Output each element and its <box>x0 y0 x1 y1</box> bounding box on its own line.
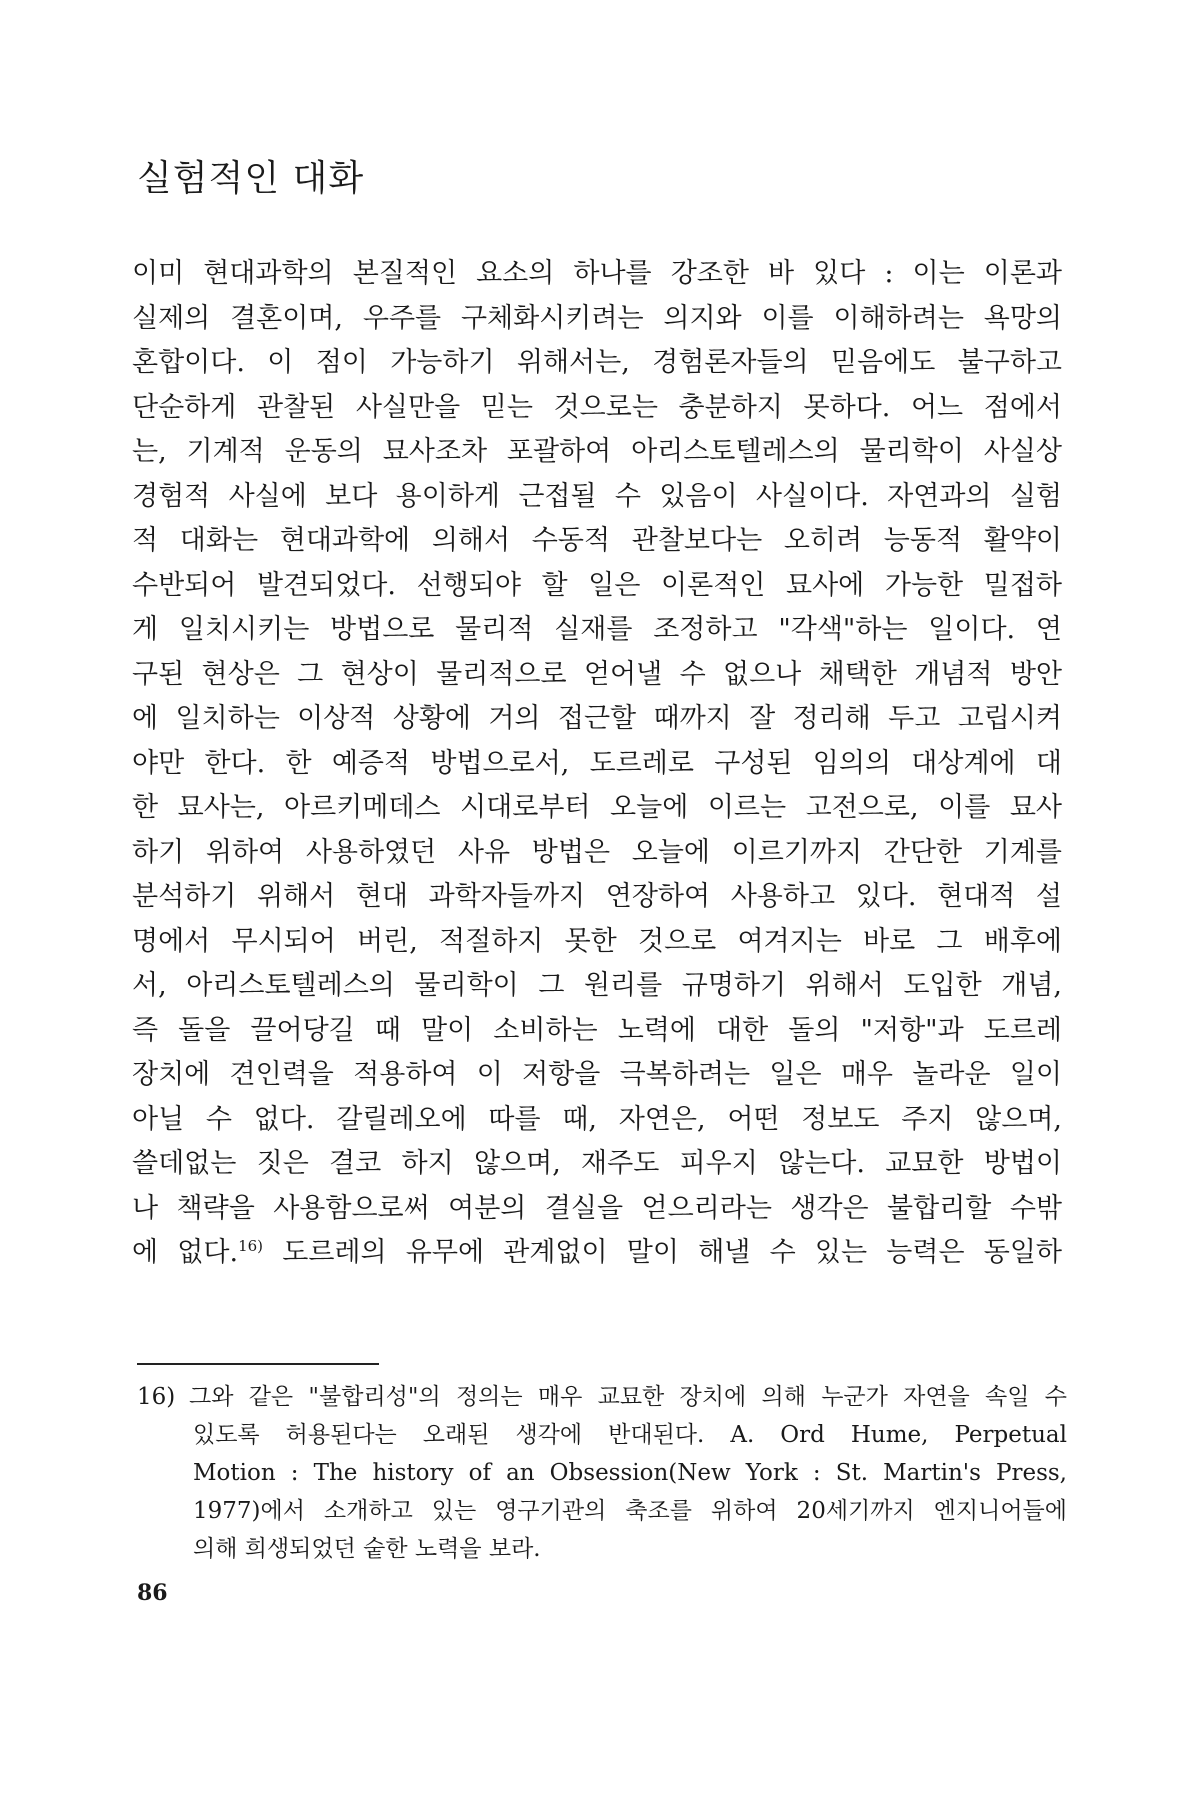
body-line: 에 일치하는 이상적 상황에 거의 접근할 때까지 잘 정리해 두고 고립시켜 <box>132 703 1062 734</box>
footnote-line: 1977)에서 소개하고 있는 영구기관의 축조를 위하여 20세기까지 엔지니어들에 <box>193 1498 1067 1524</box>
body-line: 는, 기계적 운동의 묘사조차 포괄하여 아리스토텔레스의 물리학이 사실상 <box>132 436 1062 467</box>
footnote-line <box>137 1378 1067 1416</box>
body-line: 한 묘사는, 아르키메데스 시대로부터 오늘에 이르는 고전으로, 이를 묘사 <box>132 792 1062 823</box>
body-line: 이미 현대과학의 본질적인 요소의 하나를 강조한 바 있다 : 이는 이론과 <box>132 258 1062 289</box>
body-line: 혼합이다. 이 점이 가능하기 위해서는, 경험론자들의 믿음에도 불구하고 <box>132 347 1062 378</box>
body-paragraph <box>132 252 1062 1276</box>
body-text-segment: 도르레의 유무에 관계없이 말이 해낼 수 있는 능력은 동일하 <box>263 1237 1062 1268</box>
body-line: 분석하기 위해서 현대 과학자들까지 연장하여 사용하고 있다. 현대적 설 <box>132 881 1062 912</box>
footnote-divider <box>137 1363 379 1365</box>
body-line: 나 책략을 사용함으로써 여분의 결실을 얻으리라는 생각은 불합리할 수밖 <box>132 1192 1062 1224</box>
body-line: 경험적 사실에 보다 용이하게 근접될 수 있음이 사실이다. 자연과의 실험 <box>132 480 1062 512</box>
body-line: 적 대화는 현대과학에 의해서 수동적 관찰보다는 오히려 능동적 활약이 <box>132 525 1062 556</box>
body-line: 서, 아리스토텔레스의 물리학이 그 원리를 규명하기 위해서 도입한 개념, <box>132 970 1062 1001</box>
section-title: 실험적인 대화 <box>137 158 365 199</box>
body-line: 장치에 견인력을 적용하여 이 저항을 극복하려는 일은 매우 놀라운 일이 <box>132 1059 1062 1090</box>
body-line: 명에서 무시되어 버린, 적절하지 못한 것으로 여겨지는 바로 그 배후에 <box>132 925 1062 957</box>
body-line: 단순하게 관찰된 사실만을 믿는 것으로는 충분하지 못하다. 어느 점에서 <box>132 391 1062 423</box>
body-line-last <box>132 1231 1062 1276</box>
footnote-reference[interactable]: 16) <box>238 1237 264 1255</box>
body-line: 야만 한다. 한 예증적 방법으로서, 도르레로 구성된 임의의 대상계에 대 <box>132 747 1062 779</box>
footnote-line: Motion : The history of an Obsession(New York : St. Martin's Press, <box>193 1460 1067 1486</box>
body-line: 아닐 수 없다. 갈릴레오에 따를 때, 자연은, 어떤 정보도 주지 않으며, <box>132 1103 1062 1135</box>
body-text-segment: 에 없다. <box>132 1237 239 1268</box>
page-number: 86 <box>137 1580 168 1606</box>
body-line: 하기 위하여 사용하였던 사유 방법은 오늘에 이르기까지 간단한 기계를 <box>132 836 1062 868</box>
body-line: 게 일치시키는 방법으로 물리적 실재를 조정하고 "각색"하는 일이다. 연 <box>132 614 1062 645</box>
footnote-text: 그와 같은 "불합리성"의 정의는 매우 교묘한 장치에 의해 누군가 자연을 속일 수 <box>189 1384 1067 1410</box>
footnote <box>137 1378 1067 1568</box>
body-line: 수반되어 발견되었다. 선행되야 할 일은 이론적인 묘사에 가능한 밀접하 <box>132 569 1062 601</box>
body-line: 실제의 결혼이며, 우주를 구체화시키려는 의지와 이를 이해하려는 욕망의 <box>132 302 1062 334</box>
body-line: 쓸데없는 짓은 결코 하지 않으며, 재주도 피우지 않는다. 교묘한 방법이 <box>132 1148 1062 1179</box>
footnote-line: 의해 희생되었던 숱한 노력을 보라. <box>193 1536 541 1562</box>
footnote-line: 있도록 허용된다는 오래된 생각에 반대된다. A. Ord Hume, Perpetual <box>193 1422 1067 1448</box>
body-line: 즉 돌을 끌어당길 때 말이 소비하는 노력에 대한 돌의 "저항"과 도르레 <box>132 1014 1062 1046</box>
body-line: 구된 현상은 그 현상이 물리적으로 얻어낼 수 없으나 채택한 개념적 방안 <box>132 658 1062 690</box>
footnote-number: 16) <box>137 1384 176 1410</box>
